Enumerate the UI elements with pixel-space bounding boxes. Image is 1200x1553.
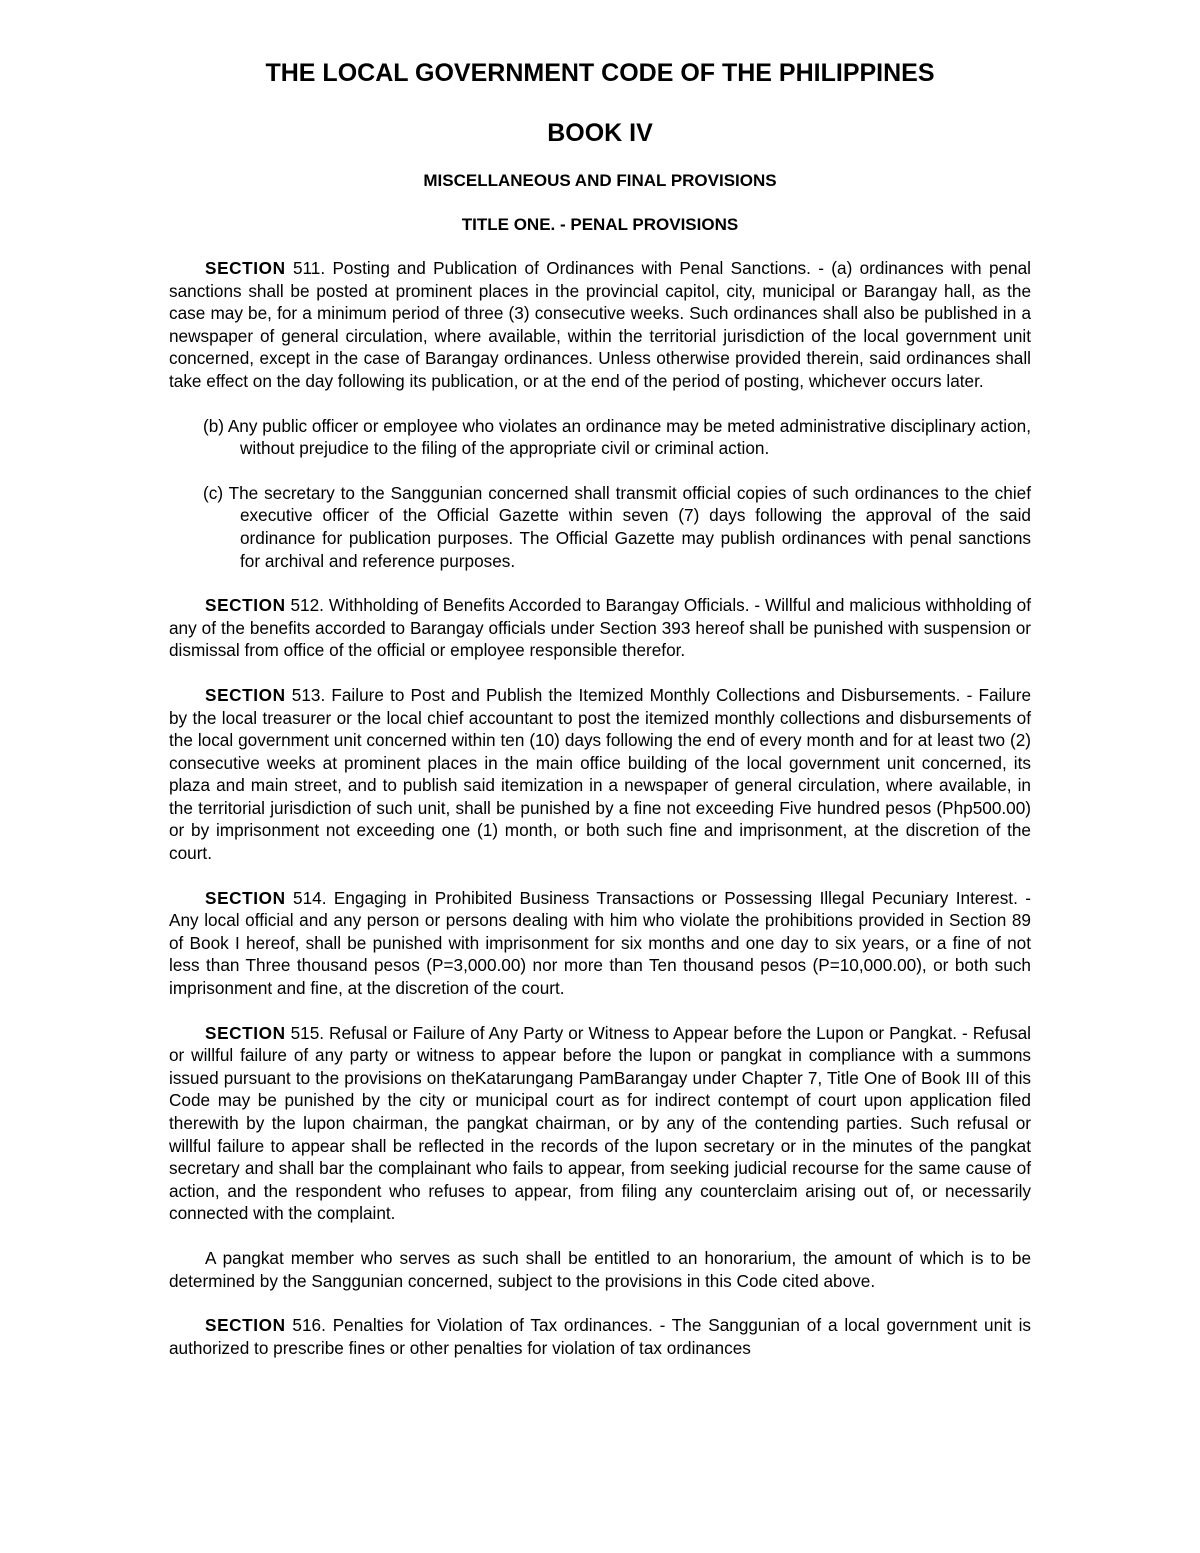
section-515-honorarium-paragraph: A pangkat member who serves as such shall be entitled to an honorarium, the amount of which is to be determined by the Sanggunian concerned, subject to the provisions in this Code cited above. bbox=[169, 1247, 1031, 1291]
section-513-text: 513. Failure to Post and Publish the Itemized Monthly Collections and Disbursements. - Failure by the local treasurer or the local chief accountant to post the itemized monthly collections and disbursements of the local government unit concerned within ten (10) days following the end of every month and for at least two (2) consecutive weeks at prominent places in the main office building of the local government unit concerned, its plaza and main street, and to publish said itemization in a newspaper of general circulation, where available, in the territorial jurisdiction of such unit, shall be punished by a fine not exceeding Five hundred pesos (Php500.00) or by imprisonment not exceeding one (1) month, or both such fine and imprisonment, at the discretion of the court. bbox=[169, 684, 1031, 864]
section-514-label: SECTION bbox=[205, 887, 286, 908]
section-512-label: SECTION bbox=[205, 595, 286, 616]
section-515-label: SECTION bbox=[205, 1022, 286, 1043]
section-514-text: 514. Engaging in Prohibited Business Transactions or Possessing Illegal Pecuniary Interest. - Any local official and any person or persons dealing with him who violate the prohibitions provided in Section 89 of Book I hereof, shall be punished with imprisonment for six months and one day to six years, or a fine of not less than Three thousand pesos (P=3,000.00) nor more than Ten thousand pesos (P=10,000.00), or both such imprisonment and fine, at the discretion of the court. bbox=[169, 887, 1031, 999]
section-514-paragraph bbox=[169, 887, 1031, 1000]
section-516-paragraph bbox=[169, 1314, 1031, 1359]
section-511-item-b: (b) Any public officer or employee who violates an ordinance may be meted administrative disciplinary action, without prejudice to the filing of the appropriate civil or criminal action. bbox=[203, 415, 1031, 459]
section-513-paragraph bbox=[169, 684, 1031, 865]
book-title: BOOK IV bbox=[547, 119, 653, 147]
section-515-text: 515. Refusal or Failure of Any Party or Witness to Appear before the Lupon or Pangkat. - Refusal or willful failure of any party or witness to appear before the lupon or pangkat in compliance with a summons issued pursuant to the provisions on theKatarungang PamBarangay under Chapter 7, Title One of Book III of this Code may be punished by the city or municipal court as for indirect contempt of court upon application filed therewith by the lupon chairman, the pangkat chairman, or by any of the contending parties. Such refusal or willful failure to appear shall be reflected in the records of the lupon secretary or in the minutes of the pangkat secretary and shall bar the complainant who fails to appear, from seeking judicial recourse for the same cause of action, and the respondent who refuses to appear, from filing any counterclaim arising out of, or necessarily connected with the complaint. bbox=[169, 1022, 1031, 1224]
section-511-label: SECTION bbox=[205, 258, 286, 278]
section-515-paragraph bbox=[169, 1022, 1031, 1225]
section-512-text: 512. Withholding of Benefits Accorded to Barangay Officials. - Willful and malicious withholding of any of the benefits accorded to Barangay officials under Section 393 hereof shall be punished with suspension or dismissal from office of the official or employee responsible therefor. bbox=[169, 595, 1031, 661]
title-heading: TITLE ONE. - PENAL PROVISIONS bbox=[461, 215, 739, 234]
document-title: THE LOCAL GOVERNMENT CODE OF THE PHILIPPINES bbox=[265, 59, 935, 87]
document-page bbox=[169, 56, 1031, 1359]
section-512-paragraph bbox=[169, 594, 1031, 662]
book-subtitle: MISCELLANEOUS AND FINAL PROVISIONS bbox=[423, 171, 777, 190]
section-516-text: 516. Penalties for Violation of Tax ordinances. - The Sanggunian of a local government unit is authorized to prescribe fines or other penalties for violation of tax ordinances bbox=[169, 1315, 1031, 1358]
section-511-text: 511. Posting and Publication of Ordinances with Penal Sanctions. - (a) ordinances with penal sanctions shall be posted at prominent places in the provincial capitol, city, municipal or Barangay hall, as the case may be, for a minimum period of three (3) consecutive weeks. Such ordinances shall also be published in a newspaper of general circulation, where available, within the territorial jurisdiction of the local government unit concerned, except in the case of Barangay ordinances. Unless otherwise provided therein, said ordinances shall take effect on the day following its publication, or at the end of the period of posting, whichever occurs later. bbox=[169, 258, 1031, 391]
section-513-label: SECTION bbox=[205, 684, 286, 705]
section-511-paragraph bbox=[169, 257, 1031, 393]
section-516-label: SECTION bbox=[205, 1315, 286, 1336]
section-511-item-c: (c) The secretary to the Sanggunian concerned shall transmit official copies of such ordinances to the chief executive officer of the Official Gazette within seven (7) days following the approval of the said ordinance for publication purposes. The Official Gazette may publish ordinances with penal sanctions for archival and reference purposes. bbox=[203, 482, 1031, 571]
